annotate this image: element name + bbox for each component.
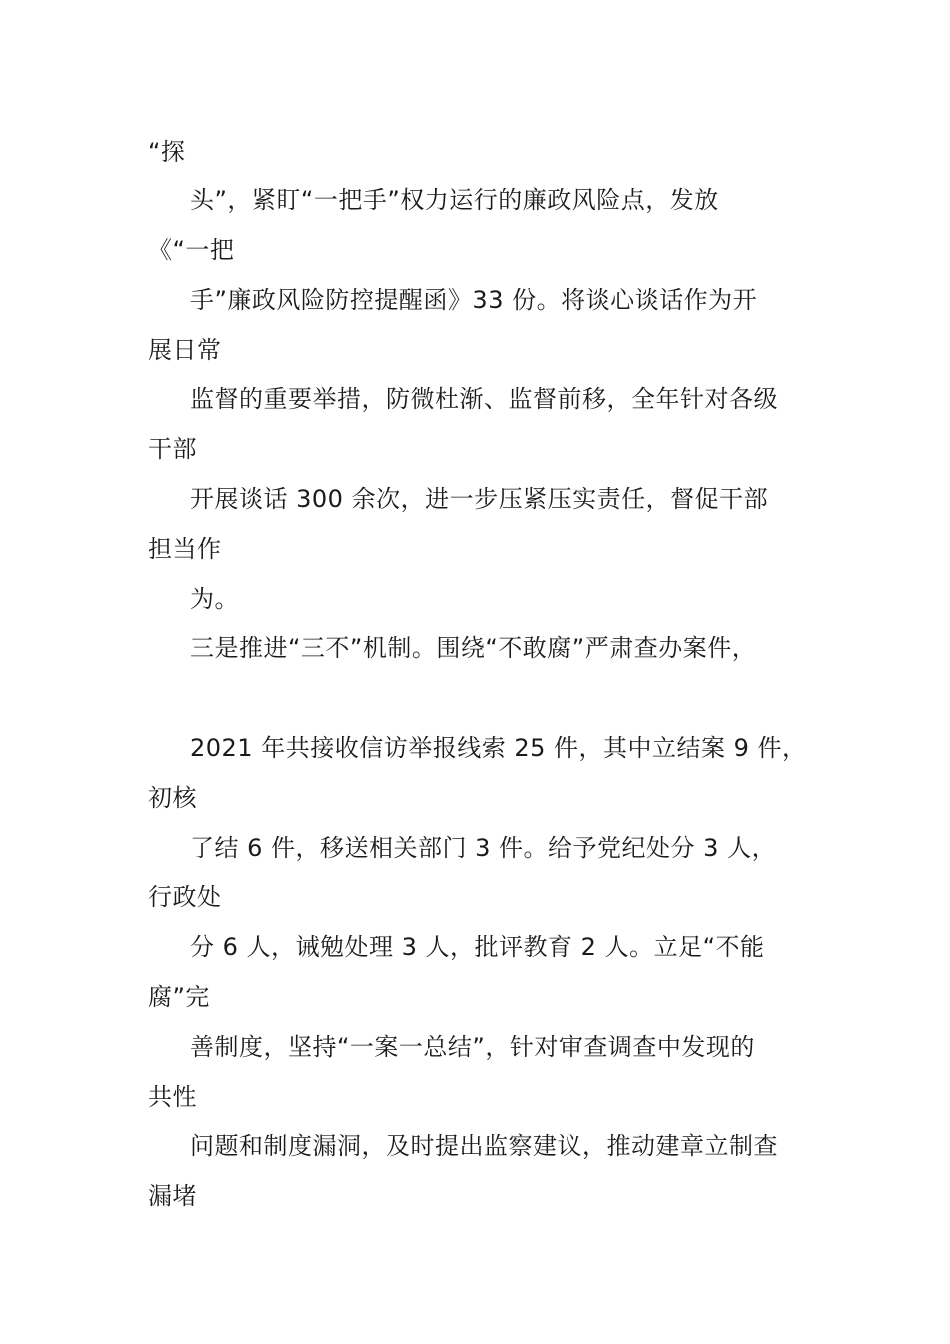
text-line: 共性 [148, 1083, 197, 1111]
text-line: 行政处 [148, 883, 222, 911]
text-line: 分 6 人，诫勉处理 3 人，批评教育 2 人。立足“不能 [190, 933, 765, 961]
text-line: 监督的重要举措，防微杜渐、监督前移，全年针对各级 [190, 385, 778, 413]
text-line: 为。 [190, 585, 239, 613]
text-line: 了结 6 件，移送相关部门 3 件。给予党纪处分 3 人， [190, 834, 777, 862]
text-line: 初核 [148, 784, 197, 812]
text-line: 《“一把 [148, 236, 235, 264]
text-line: 手”廉政风险防控提醒函》33 份。将谈心谈话作为开 [190, 286, 758, 314]
text-line: 腐”完 [148, 983, 210, 1011]
text-line: 展日常 [148, 336, 222, 364]
text-line: “探 [148, 138, 186, 166]
text-line: 开展谈话 300 余次，进一步压紧压实责任，督促干部 [190, 485, 769, 513]
text-line: 2021 年共接收信访举报线索 25 件，其中立结案 9 件， [190, 734, 807, 762]
text-line: 善制度，坚持“一案一总结”，针对审查调查中发现的 [190, 1033, 755, 1061]
text-line: 干部 [148, 435, 197, 463]
text-line: 三是推进“三不”机制。围绕“不敢腐”严肃查办案件， [190, 634, 757, 662]
text-line: 问题和制度漏洞，及时提出监察建议，推动建章立制查 [190, 1132, 778, 1160]
text-line: 担当作 [148, 535, 222, 563]
text-line: 头”，紧盯“一把手”权力运行的廉政风险点，发放 [190, 186, 719, 214]
text-line: 漏堵 [148, 1182, 197, 1210]
